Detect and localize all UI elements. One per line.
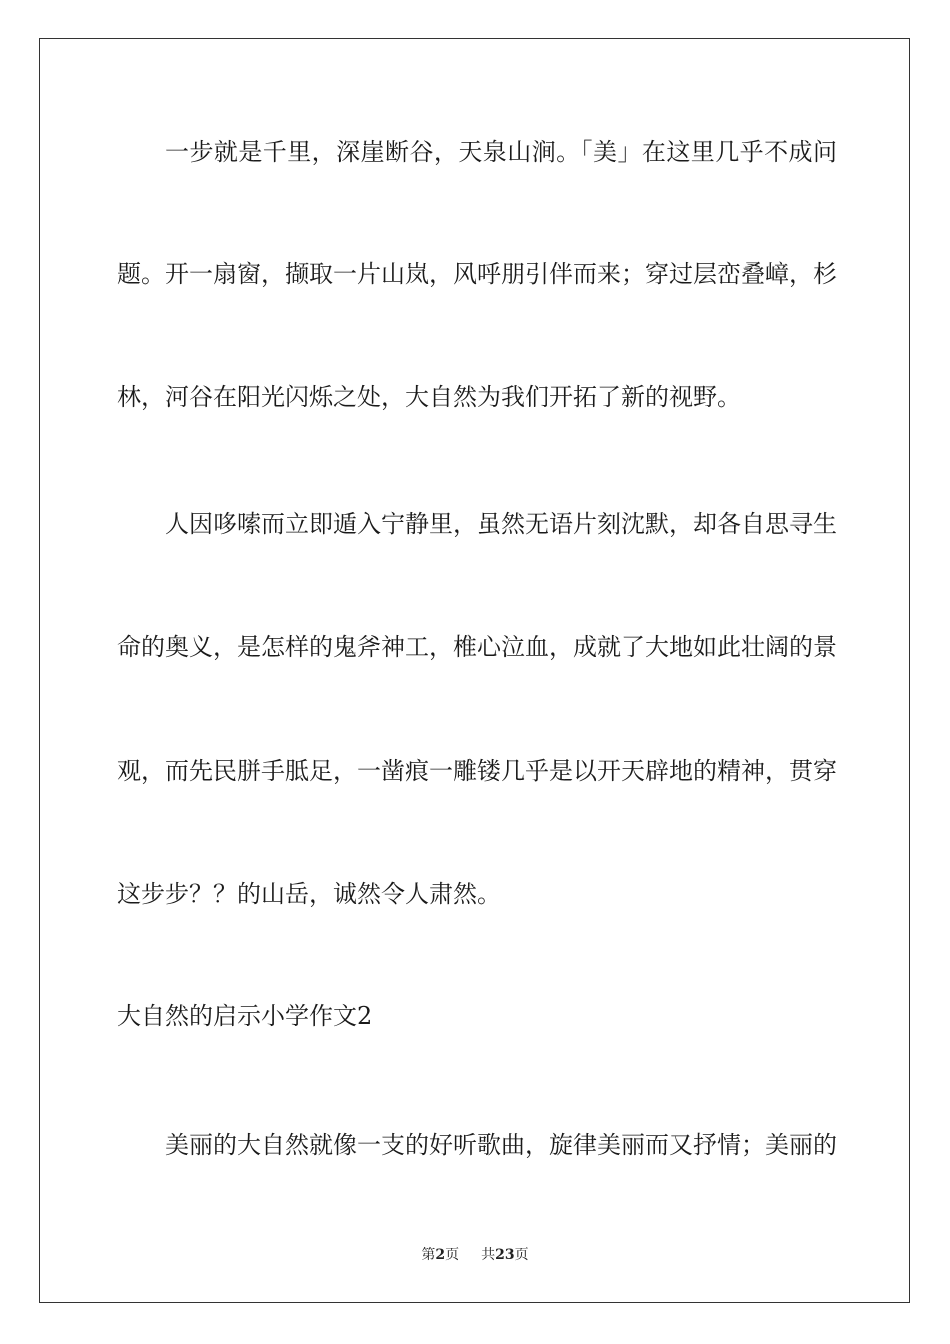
page-total: 23 <box>495 1247 515 1263</box>
page-current: 2 <box>435 1247 446 1263</box>
section-heading: 大自然的启示小学作文2 <box>117 1002 373 1030</box>
paragraph-line: 命的奥义，是怎样的鬼斧神工，椎心泣血，成就了大地如此壮阔的景 <box>117 633 837 661</box>
paragraph-line: 题。开一扇窗，撷取一片山岚，风呼朋引伴而来；穿过层峦叠嶂，杉 <box>117 260 837 288</box>
page-prefix: 第 <box>421 1247 436 1263</box>
paragraph-line: 这步步？？的山岳，诚然令人肃然。 <box>117 880 501 908</box>
paragraph-line: 观，而先民胼手胝足，一凿痕一雕镂几乎是以开天辟地的精神，贯穿 <box>117 757 837 785</box>
total-suffix: 页 <box>514 1247 529 1263</box>
paragraph-line: 一步就是千里，深崖断谷，天泉山涧。「美」在这里几乎不成问 <box>165 138 837 166</box>
paragraph-line: 林，河谷在阳光闪烁之处，大自然为我们开拓了新的视野。 <box>117 383 741 411</box>
page-footer <box>0 1245 950 1265</box>
paragraph-line: 人因哆嗦而立即遁入宁静里，虽然无语片刻沈默，却各自思寻生 <box>165 510 837 538</box>
page-border <box>39 38 910 1303</box>
total-prefix: 共 <box>481 1247 496 1263</box>
page-suffix: 页 <box>445 1247 460 1263</box>
paragraph-line: 美丽的大自然就像一支的好听歌曲，旋律美丽而又抒情；美丽的 <box>165 1131 837 1159</box>
